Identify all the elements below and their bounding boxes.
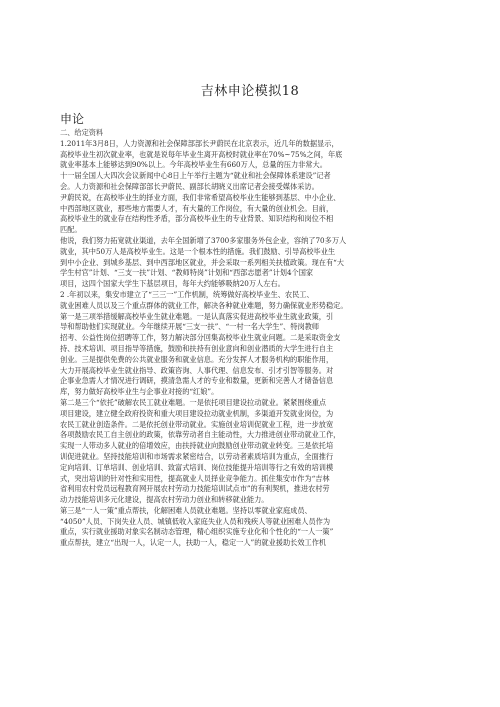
text-line: 库，努力做好高校毕业生与企事业对接的“红娘”。 (60, 387, 219, 397)
text-line: 实现一人带动多人就业的倍增效应，由扶持就业向鼓励创业带动就业转变。三是依托培 (60, 441, 334, 451)
text-line: 农民工就业创造条件。二是依托创业带动就业。实施创业培训促就业工程，进一步放宽 (60, 419, 334, 429)
body-text (60, 128, 440, 549)
text-line: 尹蔚民说，在高校毕业生的择业方面，我们非常希望高校毕业生能够到基层、中小企业、 (60, 192, 341, 202)
text-line: “4050”人员、下岗失业人员、城镇低收入家庭失业人员和残疾人等就业困难人员作为 (60, 516, 331, 526)
text-line: 匹配。 (60, 225, 82, 235)
text-line: 就业，其中50万人是高校毕业生。这是一个根本性的措施。我们鼓励、引导高校毕业生 (60, 246, 336, 256)
text-line: 企事业急需人才情况进行调研，摸清急需人才的专业和数量，更新和完善人才储备信息 (60, 376, 334, 386)
document-title: 吉林申论模拟18 (200, 84, 300, 99)
text-line: 二、给定资料 (60, 128, 104, 137)
text-line: 持、技术培训、项目指导等措施，鼓励和扶持有创业意向和创业潜质的大学生进行自主 (60, 343, 334, 353)
text-line: 动力技能培训多元化建设，提高农村劳动力创业和转移就业能力。 (60, 495, 269, 505)
text-line: 导和帮助他们实现就业。今年继续开展“三支一扶”、“一村一名大学生”、特岗教师 (60, 322, 320, 332)
text-line: 定向培训、订单培训、创业培训、致富式培训、岗位技能提升培训等行之有效的培训模 (60, 462, 334, 472)
text-line: 就业困难人员以及三个重点群体的就业工作，解决各种就业难题，努力确保就业形势稳定。 (60, 300, 348, 310)
text-line: 创业。三是提供免费的公共就业服务和就业信息。充分发挥人才服务机构的职能作用， (60, 354, 334, 364)
text-line: 会。人力资源和社会保障部部长尹蔚民、副部长胡晓义出席记者会接受媒体采访。 (60, 181, 319, 191)
text-line: 1.2011年3月8日，人力资源和社会保障部部长尹蔚民在北京表示，近几年的数据显示， (60, 138, 339, 148)
text-line: 第三是“一人一策”重点帮扶，化解困难人员就业难题。坚持以零就业家庭成员、 (60, 505, 312, 515)
text-line: 学生村官”计划、“三支一扶”计划、“教师特岗”计划和“西部志愿者”计划4个国家 (60, 268, 314, 278)
text-line: 招考、公益性岗位招聘等工作，努力解决部分回集高校毕业生就业问题。二是采取资金支 (60, 333, 341, 343)
text-line: 高校毕业生的就业存在结构性矛盾，部分高校毕业生的专业背景、知识结构和岗位不相 (60, 214, 334, 224)
text-line: 第一是三项举措缓解高校毕业生就业难题。一是认真落实促进高校毕业生就业政策，引 (60, 311, 334, 321)
text-line: 他说，我们努力拓宽就业渠道，去年全国新增了3700多家服务外包企业，容纳了70多万人 (60, 235, 347, 245)
text-line: 项目，这四个国家大学生下基层项目，每年大约能够吸纳20万人左右。 (60, 279, 285, 289)
text-line: 高校毕业生初次就业率，也就是说每年毕业生离开高校时就业率在70%~75%之间，年底 (60, 149, 343, 159)
text-line: 到中小企业、到城乡基层、到中西部地区就业，并会采取一系列相关扶植政策。现在有“大 (60, 257, 344, 267)
text-line: 2 .年初以来，集安市建立了“三三一”工作机制，统筹做好高校毕业生、农民工、 (60, 289, 314, 299)
text-line: 各项鼓励农民工自主创业的政策，依靠劳动者自主能动性，大力推进创业带动就业工作， (60, 430, 341, 440)
text-line: 省利用农村党员远程教育网开展农村劳动力技能培训试点市”的有利契机，推进农村劳 (60, 484, 330, 494)
text-line: 重点帮扶，建立“出现一人，认定一人，扶助一人，稳定一人”的就业援助长效工作机 (60, 538, 327, 548)
section-heading: 申论 (60, 112, 85, 126)
text-line: 式，突出培训的针对性和实用性，提高就业人员择业竞争能力。抓住集安市作为“吉林 (60, 473, 330, 483)
text-line: 训促进就业。坚持技能培训和市场需求紧密结合，以劳动者素质培训为重点，全面推行 (60, 451, 334, 461)
text-line: 十一届全国人大四次会议新闻中心8日上午举行主题为“就业和社会保障体系建设”记者 (60, 171, 331, 181)
text-line: 项目建设，建立健全政府投资和重大项目建设拉动就业机制，多渠道开发就业岗位，为 (60, 408, 334, 418)
text-line: 就业率基本上能够达到90%以上。今年高校毕业生有660万人，总量的压力非常大。 (60, 160, 327, 170)
text-line: 中西部地区就业，那些地方需要人才，有大量的工作岗位，有大量的创业机会。目前， (60, 203, 334, 213)
text-line: 重点，实行就业援助对象实名制动态管理，精心组织实施专业化和个性化的“一人一策” (60, 527, 334, 537)
text-line: 第二是三个“依托”破解农民工就业难题。一是依托项目建设拉动就业。紧紧围绕重点 (60, 397, 327, 407)
text-line: 大力开展高校毕业生就业指导、政策咨询、人事代理、信息发布、引才引智等服务。对 (60, 365, 334, 375)
